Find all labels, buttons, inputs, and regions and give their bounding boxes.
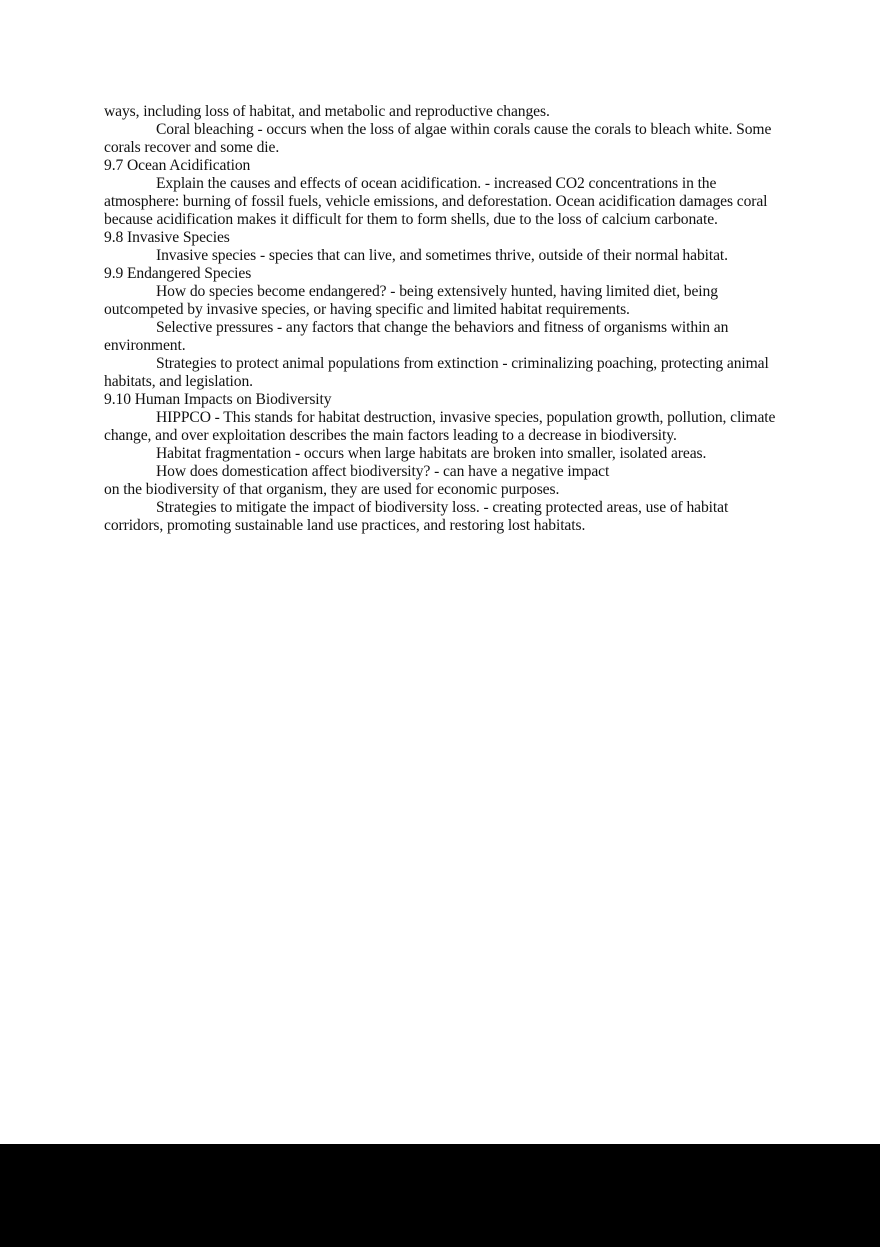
term-protection-strategies: Strategies to protect animal populations from extinction - criminalizing poaching, protecting animal habitats, and legislation. <box>104 355 769 390</box>
term-selective-pressures: Selective pressures - any factors that change the behaviors and fitness of organisms within an environment. <box>104 319 729 354</box>
term-hippco: HIPPCO - This stands for habitat destruction, invasive species, population growth, pollution, climate change, and over exploitation describes the main factors leading to a decrease in biodiversity. <box>104 409 776 444</box>
term-coral-bleaching: Coral bleaching - occurs when the loss of algae within corals cause the corals to bleach white. Some corals recover and some die. <box>104 121 772 156</box>
term-habitat-fragmentation: Habitat fragmentation - occurs when large habitats are broken into smaller, isolated areas. <box>156 445 707 462</box>
paragraph-continuation: ways, including loss of habitat, and metabolic and reproductive changes. <box>104 103 550 120</box>
term-endangered: How do species become endangered? - being extensively hunted, having limited diet, being outcompeted by invasive species, or having specific and limited habitat requirements. <box>104 283 718 318</box>
term-domestication-line1: How does domestication affect biodiversity? - can have a negative impact <box>156 463 610 480</box>
document-body <box>104 103 784 535</box>
term-domestication-line2: on the biodiversity of that organism, they are used for economic purposes. <box>104 481 560 498</box>
section-heading-9-8: 9.8 Invasive Species <box>104 229 230 246</box>
section-heading-9-9: 9.9 Endangered Species <box>104 265 252 282</box>
term-ocean-acidification: Explain the causes and effects of ocean acidification. - increased CO2 concentrations in the atmosphere: burning of fossil fuels, vehicle emissions, and deforestation. Ocean acidification damages coral because acidification makes it difficult for them to form shells, due to the loss of calcium carbonate. <box>104 175 768 228</box>
section-heading-9-7: 9.7 Ocean Acidification <box>104 157 251 174</box>
term-mitigation-strategies: Strategies to mitigate the impact of biodiversity loss. - creating protected areas, use of habitat corridors, promoting sustainable land use practices, and restoring lost habitats. <box>104 499 729 534</box>
term-invasive-species: Invasive species - species that can live, and sometimes thrive, outside of their normal habitat. <box>156 247 728 264</box>
term-domestication <box>104 463 784 499</box>
section-heading-9-10: 9.10 Human Impacts on Biodiversity <box>104 391 332 408</box>
bottom-black-band <box>0 1144 880 1247</box>
